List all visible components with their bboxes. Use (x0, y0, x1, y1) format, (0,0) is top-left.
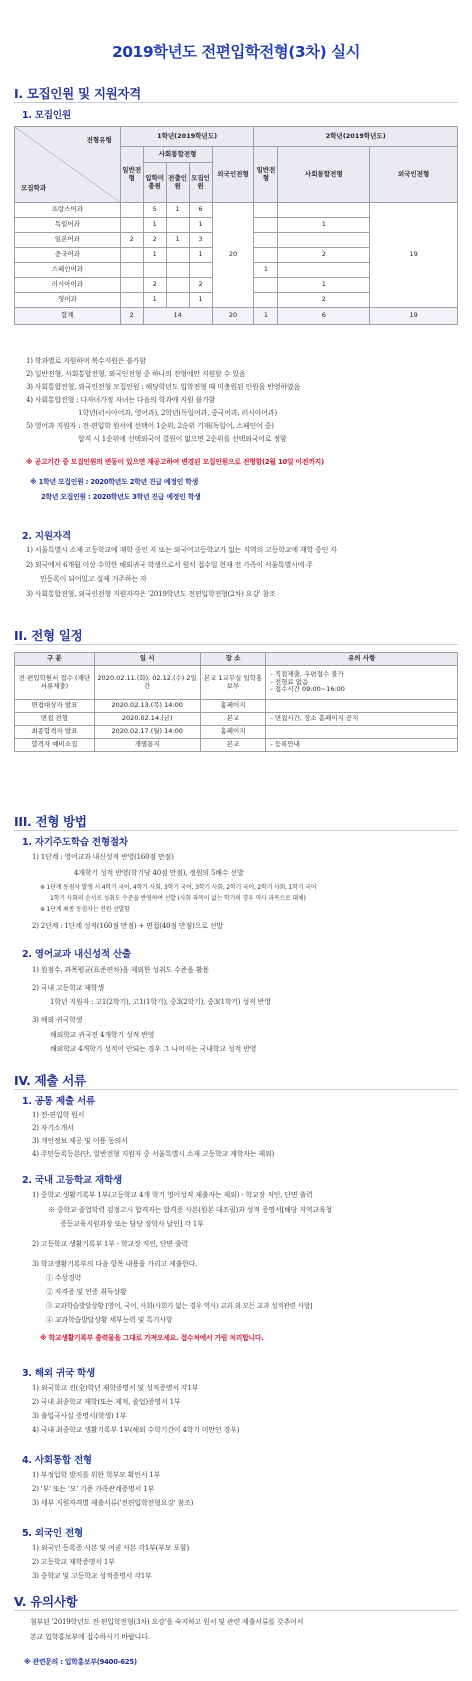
schedule-col-place: 장 소 (200, 653, 266, 666)
social2-cell (278, 203, 370, 218)
dept-cell: 독일어과 (15, 218, 121, 233)
divider (14, 1089, 458, 1090)
social2-cell: 2 (278, 248, 370, 263)
schedule-cell (266, 700, 458, 713)
divider (14, 1610, 458, 1611)
section-5-heading: V. 유의사항 (14, 1594, 78, 1609)
schedule-cell: 홈페이지 (200, 700, 266, 713)
dept-cell: 중국어과 (15, 248, 121, 263)
schedule-col-category: 구 분 (15, 653, 95, 666)
dept-cell: 영어과 (15, 293, 121, 308)
dept-cell: 프랑스어과 (15, 203, 121, 218)
header-type-label: 전형유형 (86, 136, 112, 144)
transfer-cell (166, 218, 189, 233)
entrance-cell: 1 (143, 218, 166, 233)
recruit-cell: 1 (189, 248, 212, 263)
recruit-heading: 1. 모집인원 (22, 110, 71, 121)
general-cell (120, 218, 143, 233)
note-line: 1학년(러시아어과, 영어과), 2학년(독일어과, 중국어과, 러시아어과) (78, 409, 277, 417)
recruit-cell: 1 (189, 218, 212, 233)
transfer-cell (166, 293, 189, 308)
foreign2-cell: 19 (370, 203, 458, 308)
recruit-table-grid (14, 126, 458, 325)
doc-line: 3) 학교생활기록부의 다음 항목 내용을 가리고 제출한다. (32, 1260, 198, 1268)
entrance-cell (143, 263, 166, 278)
total-social: 14 (143, 308, 212, 325)
total-label: 합계 (15, 308, 121, 325)
social2-cell (278, 233, 370, 248)
note-line: 3) 사회통합전형, 외국인전형 모집인원 : 해당학년도 입학전형 때 미충원된 인원을 반영하였음 (26, 383, 301, 391)
entrance-cell: 1 (143, 293, 166, 308)
schedule-table (14, 652, 458, 752)
header-recruit: 모집인원 (189, 163, 212, 203)
recruit-cell: 6 (189, 203, 212, 218)
recruit-cell: 3 (189, 233, 212, 248)
entrance-cell: 2 (143, 278, 166, 293)
entrance-cell: 1 (143, 248, 166, 263)
method-line: ※ 1단계 동점자 발생 시 4학기 국어, 4학기 사회, 3학기 국어, 3학기 사회, 2학기 국어, 2학기 사회, 1학기 국어 (40, 884, 317, 891)
grade-line: 3) 해외 귀국학생 (32, 1016, 83, 1024)
doc-line: 3) 출입국사실 증명서(학생) 1부 (32, 1412, 127, 1420)
transfer-cell (166, 278, 189, 293)
record-notice-red: ※ 학교생활기록부 출력물을 그대로 가져오세요. 접수처에서 가림 처리합니다. (40, 1334, 264, 1342)
header-general-2: 일반전형 (254, 147, 278, 203)
qual-line: 민등록이 되어있고 실제 거주하는 자 (40, 575, 147, 583)
dept-cell: 스페인어과 (15, 263, 121, 278)
grade-line: 2) 국내 고등학교 재학생 (32, 984, 104, 992)
total-general2: 1 (254, 308, 278, 325)
general2-cell (254, 293, 278, 308)
schedule-cell: 전·편입학원서 접수 (재단서류제출) (15, 666, 95, 700)
header-social-2: 사회통합전형 (278, 147, 370, 203)
method-line: 4개학기 성적 반영(학기당 40점 만점), 정원의 5배수 선발 (74, 869, 244, 877)
doc-line: 2) 국내 최종학교 재학(또는 제적, 졸업)증명서 1부 (32, 1398, 181, 1406)
header-social-1: 사회통합전형 (143, 147, 212, 163)
header-transfer: 전출인원 (166, 163, 189, 203)
general2-cell (254, 278, 278, 293)
total-foreign2: 19 (370, 308, 458, 325)
total-social2: 6 (278, 308, 370, 325)
transfer-cell (166, 248, 189, 263)
note-line: 합격 시 1순위에 선택외국어 결원이 없으면 2순위를 선택외국어로 정함 (78, 435, 287, 443)
general-cell (120, 278, 143, 293)
total-foreign1: 20 (212, 308, 254, 325)
header-foreign-1: 외국인전형 (212, 147, 254, 203)
header-general-1: 일반전형 (120, 147, 143, 203)
common-docs-heading: 1. 공통 제출 서류 (22, 1096, 96, 1107)
header-dept-label: 모집학과 (21, 183, 47, 192)
general2-cell (254, 218, 278, 233)
general2-cell (254, 248, 278, 263)
recruit-cell: 2 (189, 278, 212, 293)
method-line: ※ 1단계 최종 동점자는 전원 선발함 (40, 906, 130, 913)
doc-line: 2) 자기소개서 (32, 1124, 74, 1132)
note-line: 2) 일반전형, 사회통합전형, 외국인전형 중 하나의 전형에만 지원할 수 있음 (26, 370, 246, 378)
doc-line: 1) 부정입학 방지를 위한 학부모 확인서 1부 (32, 1471, 161, 1479)
foreign1-cell: 20 (212, 203, 254, 308)
note-line: 4) 사회통합전형 : 다자녀가정 자녀는 다음의 학과에 지원 불가함 (26, 396, 216, 404)
schedule-cell (266, 726, 458, 739)
dept-cell: 러시아어과 (15, 278, 121, 293)
grade-line: 해외학교 4개학기 성적이 안되는 경우 그 나머지는 국내학교 성적 반영 (50, 1045, 257, 1053)
schedule-cell: - 등록안내 (266, 739, 458, 752)
domestic-heading: 2. 국내 고등학교 재학생 (22, 1175, 122, 1186)
caution-line: 첨부된 '2019학년도 전·편입학전형(3차) 요강'을 숙지하고 원서 및 관련 제출서류를 갖추어서 (30, 1618, 304, 1626)
general2-cell (254, 203, 278, 218)
qualification-heading: 2. 지원자격 (22, 531, 71, 542)
qual-line: 3) 사회통합전형, 외국인전형 지원자격은 '2019학년도 전편입학전형(2차) 요강' 참조 (26, 590, 276, 598)
qual-line: 1) 서울특별시 소재 고등학교에 재학 중인 자 또는 외국어고등학교가 없는 지역의 고등학교에 재학 중인 자 (26, 546, 337, 554)
schedule-cell: 본교 (200, 739, 266, 752)
header-corner (15, 127, 121, 203)
general-cell (120, 293, 143, 308)
section-3-heading: III. 전형 방법 (14, 814, 87, 829)
header-year1-label: 1학년(2019학년도) (120, 127, 254, 147)
social2-cell: 1 (278, 278, 370, 293)
note-line: 1) 학과별로 지원하며 복수지원은 불가함 (26, 357, 146, 365)
section-1-heading: I. 모집인원 및 지원자격 (14, 86, 141, 101)
page-title: 2019학년도 전편입학전형(3차) 실시 (111, 43, 361, 61)
divider (14, 830, 458, 831)
schedule-cell: - 면접시간, 장소 홈페이지 공지 (266, 713, 458, 726)
schedule-cell: - 직접제출, 우편접수 불가 - 전형료 없음 - 접수시간 09:00~16:00 (266, 666, 458, 700)
doc-line: 1) 중학교 생활기록부 1부(고등학교 4개 학기 영어성적 제출자는 제외) - 학교장 직인, 단면 출력 (32, 1191, 313, 1199)
general-cell: 2 (120, 233, 143, 248)
schedule-cell: 합격자 예비소집 (15, 739, 95, 752)
doc-line: 2) 고등학교 재학증명서 1부 (32, 1558, 115, 1566)
doc-line: 4) 국내 최종학교 생활기록부 1부(해외 수학기간이 4학기 미만인 경우) (32, 1426, 240, 1434)
dept-cell: 일본어과 (15, 233, 121, 248)
doc-line: 1) 외국인 등록증 사본 및 여권 사본 각1부(부모 포함) (32, 1544, 189, 1552)
doc-line: 3) 중학교 및 고등학교 성적증명서 각1부 (32, 1572, 152, 1580)
schedule-cell: 홈페이지 (200, 726, 266, 739)
general-cell (120, 203, 143, 218)
note-line: 5) 영어과 지원자 : 전·편입학 원서에 선택어 1순위, 2순위 기재(독일어, 스페인어 중) (26, 422, 274, 430)
doc-line: ④ 교과학습발달상황 세부능력 및 특기사항 (46, 1316, 173, 1324)
schedule-cell: 면접대상자 발표 (15, 700, 95, 713)
overseas-heading: 3. 해외 귀국 학생 (22, 1368, 96, 1379)
method-line: 2) 2단계 : 1단계 성적(160점 만점) + 면접(40점 만점)으로 선발 (32, 922, 223, 930)
header-year2-label: 2학년(2019학년도) (254, 127, 458, 147)
schedule-cell: 2020.02.14.(금) (94, 713, 200, 726)
notice-red: ※ 공고기간 중 모집인원의 변동이 있으면 재공고하여 변경된 모집인원으로 전형함(2월 10일 이전까지) (26, 458, 324, 466)
recruit-cell: 1 (189, 293, 212, 308)
schedule-cell: 본교 1교무실 입학홍보부 (200, 666, 266, 700)
grade-line: 해외학교 귀국전 4개학기 성적 반영 (50, 1031, 155, 1039)
grade-line: 1학년 지원자 : 고1(2학기), 고1(1학기), 중3(2학기), 중3(1학기) 성적 반영 (50, 998, 271, 1006)
schedule-col-date: 일 시 (94, 653, 200, 666)
entrance-cell: 5 (143, 203, 166, 218)
general-cell (120, 263, 143, 278)
general2-cell: 1 (254, 263, 278, 278)
social2-cell (278, 263, 370, 278)
doc-line: 1) 외국학교 전(全)학년 재학증명서 및 성적증명서 각1부 (32, 1384, 199, 1392)
doc-line: 2) 고등학교 생활기록부 1부 - 학교장 직인, 단면 출력 (32, 1240, 189, 1248)
transfer-cell (166, 263, 189, 278)
note-blue-2: 2학년 모집인원 : 2020학년도 3학년 진급 예정인 학생 (41, 493, 201, 501)
divider (14, 102, 458, 103)
doc-line: ② 자격증 및 인증 취득상황 (46, 1288, 127, 1296)
transfer-cell: 1 (166, 233, 189, 248)
social2-cell: 1 (278, 218, 370, 233)
recruit-cell (189, 263, 212, 278)
header-entrance: 입학미충원 (143, 163, 166, 203)
schedule-cell: 개별통지 (94, 739, 200, 752)
header-foreign-2: 외국인전형 (370, 147, 458, 203)
selfdirected-heading: 1. 자기주도학습 전형절차 (22, 837, 128, 848)
schedule-cell: 면접 전형 (15, 713, 95, 726)
schedule-cell: 본교 (200, 713, 266, 726)
method-line: 1학기 사회의 순서로 성취도 수준을 반영하여 선발 (사회 과목이 없는 학기의 경우 역사 과목으로 대체) (50, 895, 306, 902)
method-line: 1) 1단계 : 영어교과 내신성적 반영(160점 만점) (32, 853, 174, 861)
general-cell (120, 248, 143, 263)
doc-line: ※ 중학교 졸업학력 검정고시 합격자는 합격증 사본(원본 대조필)과 성적 증명서[해당 지역교육청 (48, 1206, 332, 1214)
total-general: 2 (120, 308, 143, 325)
divider (14, 644, 458, 645)
schedule-cell: 2020.02.17.(월) 14:00 (94, 726, 200, 739)
schedule-cell: 2020.02.13.(목) 14:00 (94, 700, 200, 713)
doc-line: 2) '부' 또는 '모' 기준 가족관계증명서 1부 (32, 1485, 154, 1493)
qual-line: 2) 외국에서 6개월 이상 수학한 해외귀국 학생으로서 원서 접수일 현재 전 가족이 서울특별시에 주 (26, 561, 313, 569)
transfer-cell: 1 (166, 203, 189, 218)
schedule-col-note: 유의 사항 (266, 653, 458, 666)
doc-line: 3) 세부 지원자격별 제출서류('전편입학전형요강' 참조) (32, 1499, 194, 1507)
doc-line: 증등교육지원과장 또는 담당 장학사 날인] 각 1부 (60, 1220, 204, 1228)
entrance-cell: 2 (143, 233, 166, 248)
doc-line: 4) 주민등록등본(단, 일반전형 지원자 중 서울특별시 소재 고등학교 재학자는 제외) (32, 1150, 275, 1158)
contact-info: ※ 관련문의 : 입학홍보부(9400-625) (24, 1658, 137, 1666)
doc-line: 3) 개인정보 제공 및 이용 동의서 (32, 1137, 128, 1145)
social2-cell: 2 (278, 293, 370, 308)
caution-line: 본교 입학홍보부에 접수하시기 바랍니다. (30, 1633, 150, 1641)
general2-cell (254, 233, 278, 248)
social-heading: 4. 사회통합 전형 (22, 1455, 92, 1466)
schedule-cell: 2020.02.11.(화), 02.12.(수) 2일간 (94, 666, 200, 700)
grade-calc-heading: 2. 영어교과 내신성적 산출 (22, 949, 131, 960)
section-2-heading: II. 전형 일정 (14, 628, 83, 643)
doc-line: ① 수상경력 (46, 1274, 82, 1282)
grade-line: 1) 원점수, 과목평균(표준편차)을 제외한 성취도 수준을 활용 (32, 966, 209, 974)
schedule-cell: 최종합격자 발표 (15, 726, 95, 739)
section-4-heading: IV. 제출 서류 (14, 1073, 86, 1088)
doc-line: ③ 교과학습발달상황 [영어, 국어, 사회(사회가 없는 경우 역사) 교과 외 모든 교과 성적관련 사항] (46, 1302, 313, 1310)
note-blue-1: ※ 1학년 모집인원 : 2020학년도 2학년 진급 예정인 학생 (30, 478, 199, 486)
doc-line: 1) 전·편입학 원서 (32, 1111, 85, 1119)
foreigner-heading: 5. 외국인 전형 (22, 1528, 83, 1539)
